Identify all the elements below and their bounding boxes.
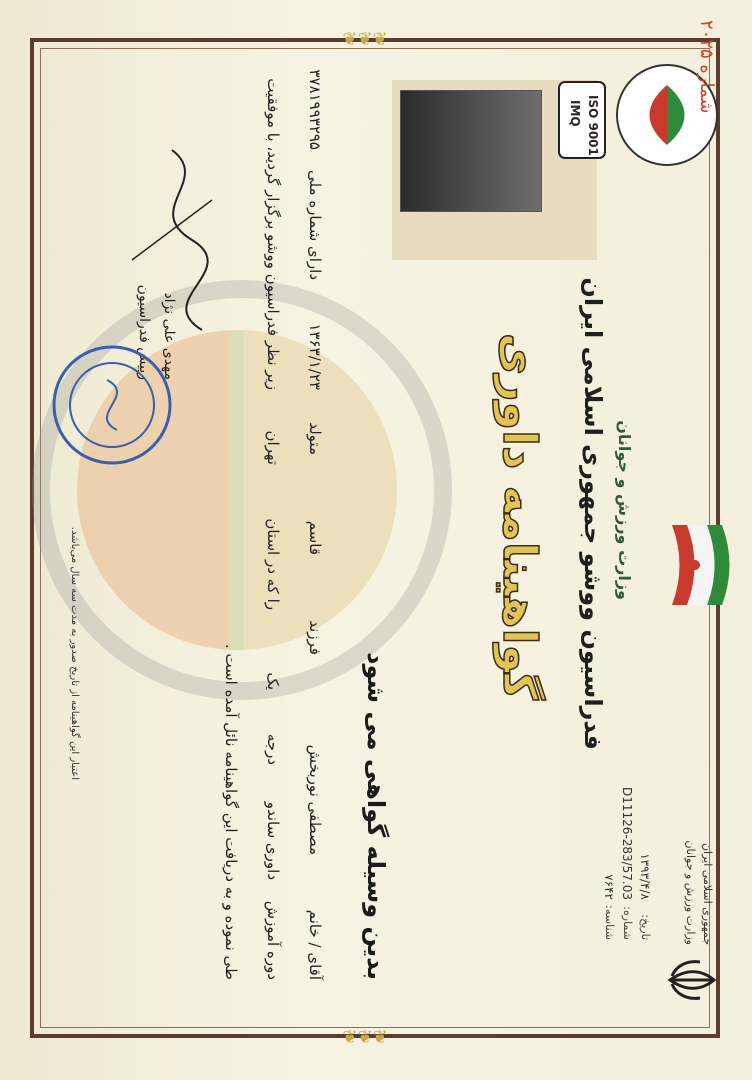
- date-label: تاریخ:: [639, 914, 652, 940]
- national-id: ۳۷۸۱۹۹۳۲۹۵: [306, 69, 324, 150]
- certify-heading: بدین وسیله گواهی می شود: [362, 652, 390, 980]
- province-prefix: را که در استان: [264, 518, 282, 610]
- course-name: داوری ساندو: [264, 801, 282, 880]
- date-value: ۱۳۹۳/۴/۸: [638, 853, 652, 900]
- recipient-photo: [400, 90, 542, 212]
- iran-flag-icon: [662, 520, 732, 610]
- bottom-ornament: ❦❦❦: [342, 1027, 388, 1048]
- number-label: شماره:: [621, 906, 634, 940]
- course-label: دوره آموزش: [264, 900, 282, 980]
- serial-number: [696, 20, 717, 114]
- id-value: ۷۶۴۲: [602, 874, 616, 900]
- iran-emblem-icon: [662, 950, 722, 1010]
- id-label: شناسه:: [603, 905, 616, 940]
- serial-value: ۲۰۲۵: [696, 20, 717, 59]
- born-label: متولد: [306, 422, 324, 455]
- degree-label: درجه: [264, 733, 282, 765]
- number-value: D11126-283/57.03: [620, 786, 634, 900]
- degree-value: یک: [264, 672, 282, 690]
- validity-note: اعتبار این گواهینامه از تاریخ صدور به مدت سه سال می‌باشد.: [69, 526, 80, 780]
- national-id-label: دارای شماره ملی: [306, 170, 324, 280]
- top-ornament: ❦❦❦: [342, 29, 388, 50]
- birth-date: ۱۳۶۳/۱/۲۳: [306, 323, 324, 390]
- federation-name: فدراسیون ووشو جمهوری اسلامی ایران: [579, 277, 607, 750]
- child-of-label: فرزند: [306, 620, 324, 655]
- federation-stamp-icon: [47, 340, 177, 470]
- imq-label: IMQ: [568, 100, 582, 127]
- under-federation-text: زیر نظر فدراسیون ووشو برگزار گردید، با موفقیت: [264, 78, 282, 390]
- mr-mrs-label: آقای / خانم: [306, 909, 324, 980]
- recipient-name: مصطفی نوربخش: [306, 744, 324, 855]
- emblem-caption-2: وزارت ورزش و جوانان: [684, 840, 697, 945]
- father-name: قاسم: [306, 520, 324, 555]
- completion-text: طی نموده و به دریافت این گواهینامه نائل آمده است .: [222, 643, 240, 980]
- signer-name: مهدی علی نژاد: [161, 292, 177, 380]
- ministry-name: وزارت ورزش و جوانان: [615, 420, 634, 600]
- province-value: تهران: [264, 430, 282, 465]
- emblem-caption: جمهوری اسلامی ایران: [701, 842, 714, 945]
- certificate-title: گواهینامه داوری: [493, 332, 547, 700]
- signer-title: رییس فدراسیون: [136, 284, 152, 380]
- serial-label: شماره: [696, 64, 717, 114]
- iso-label: ISO 9001: [586, 95, 600, 156]
